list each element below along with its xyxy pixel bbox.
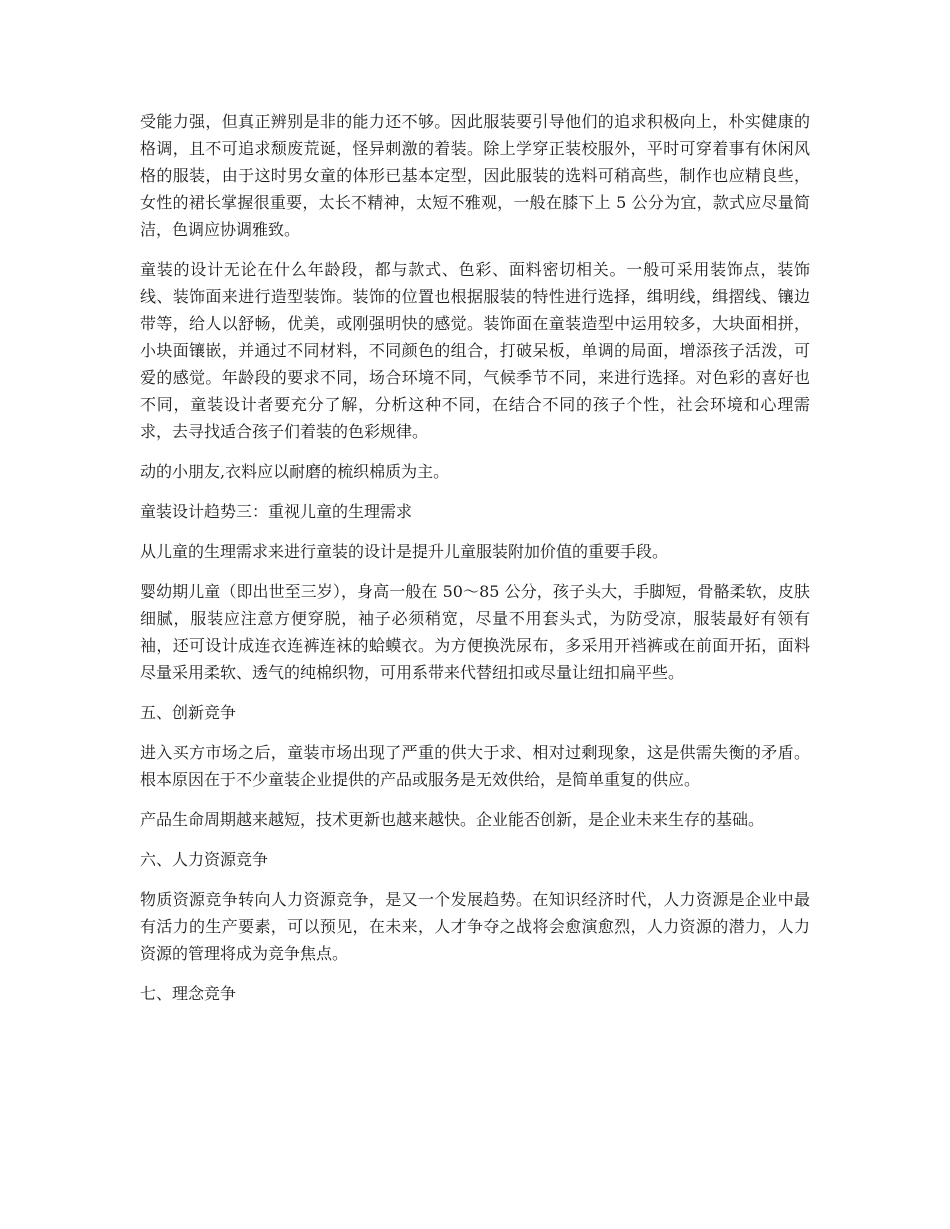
- section-heading: 五、创新竞争: [140, 703, 237, 722]
- paragraph: 动的小朋友,衣料应以耐磨的梳织棉质为主。: [140, 462, 450, 481]
- document-page: [140, 108, 810, 1020]
- paragraph: 进入买方市场之后，童装市场出现了严重的供大于求、相对过剩现象，这是供需失衡的矛盾。根本原因在于不少童装企业提供的产品或服务是无效供给，是简单重复的供应。: [140, 743, 810, 789]
- section-heading: 六、人力资源竞争: [140, 850, 269, 869]
- paragraph: 物质资源竞争转向人力资源竞争，是又一个发展趋势。在知识经济时代，人力资源是企业中最有活力的生产要素，可以预见，在未来，人才争夺之战将会愈演愈烈，人力资源的潜力，人力资源的管理将成为竞争焦点。: [140, 890, 810, 963]
- paragraph: 童装的设计无论在什么年龄段，都与款式、色彩、面料密切相关。一般可采用装饰点，装饰线、装饰面来进行造型装饰。装饰的位置也根据服装的特性进行选择，缉明线，缉摺线、镶边带等，给人以舒畅，优美，或刚强明快的感觉。装饰面在童装造型中运用较多，大块面相拼，小块面镶嵌，并通过不同材料，不同颜色的组合，打破呆板，单调的局面，增添孩子活泼，可爱的感觉。年龄段的要求不同，场合环境不同，气候季节不同，来进行选择。对色彩的喜好也不同，童装设计者要充分了解，分析这种不同，在结合不同的孩子个性，社会环境和心理需求，去寻找适合孩子们着装的色彩规律。: [140, 260, 810, 441]
- paragraph: 从儿童的生理需求来进行童装的设计是提升儿童服装附加价值的重要手段。: [140, 542, 669, 561]
- paragraph: 婴幼期儿童（即出世至三岁），身高一般在 50～85 公分，孩子头大，手脚短，骨骼柔软，皮肤细腻，服装应注意方便穿脱，袖子必须稍宽，尽量不用套头式，为防受凉，服装最好有领有袖，还可设计成连衣连裤连袜的蛤蟆衣。为方便换洗尿布，多采用开裆裤或在前面开拓，面料尽量采用柔软、透气的纯棉织物，可用系带来代替纽扣或尽量让纽扣扁平些。: [140, 582, 810, 682]
- paragraph: 产品生命周期越来越短，技术更新也越来越快。企业能否创新，是企业未来生存的基础。: [140, 810, 765, 829]
- section-heading: 七、理念竞争: [140, 984, 237, 1003]
- paragraph: 受能力强，但真正辨别是非的能力还不够。因此服装要引导他们的追求积极向上，朴实健康的格调，且不可追求颓废荒诞，怪异刺激的着装。除上学穿正装校服外，平时可穿着事有休闲风格的服装，由于这时男女童的体形已基本定型，因此服装的选料可稍高些，制作也应精良些，女性的裙长掌握很重要，太长不精神，太短不雅观，一般在膝下上 5 公分为宜，款式应尽量简洁，色调应协调雅致。: [140, 112, 810, 239]
- section-heading: 童装设计趋势三：重视儿童的生理需求: [140, 502, 413, 521]
